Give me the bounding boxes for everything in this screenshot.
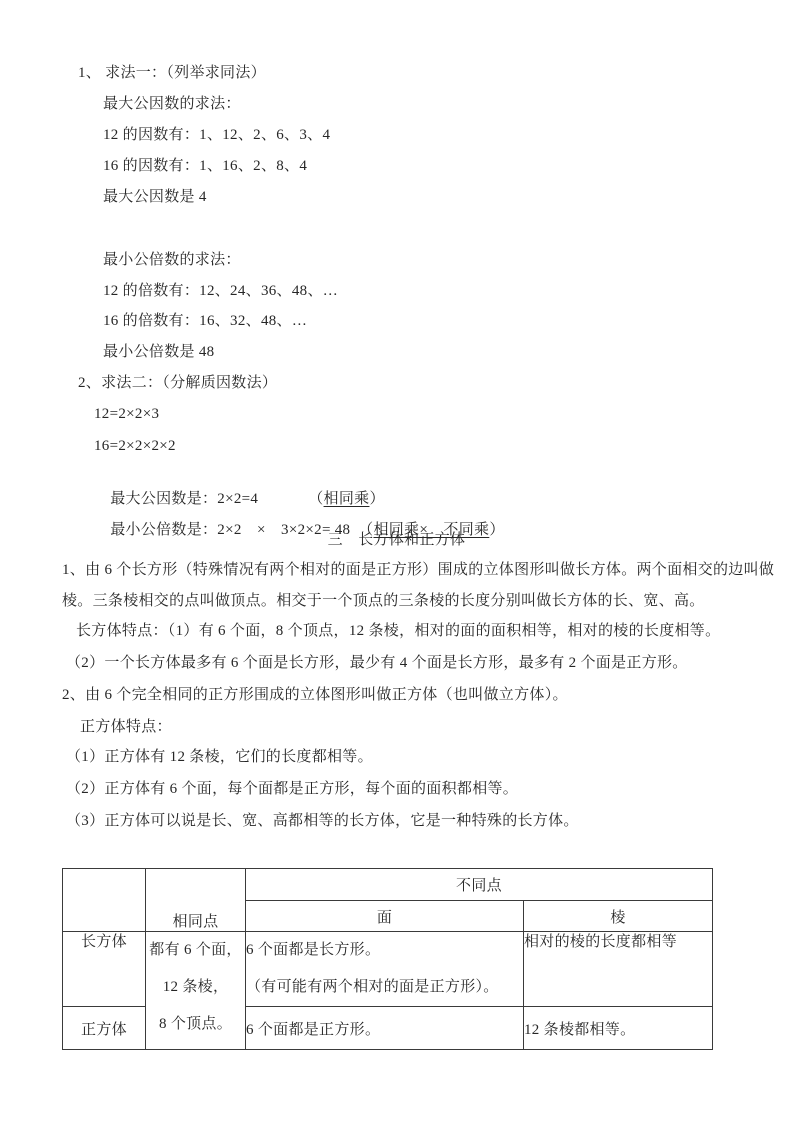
line-multiples-of-16: 16 的倍数有：16、32、48、… (103, 313, 308, 329)
gcd-equation-text: 最大公因数是：2×2=4 (110, 491, 259, 507)
same-points-line-1: 都有 6 个面， (149, 942, 242, 958)
line-cube-feature-1: （1）正方体有 12 条棱，它们的长度都相等。 (66, 749, 373, 765)
cuboid-edge-cell: 相对的棱的长度都相等 (524, 932, 713, 1007)
line-factors-of-16: 16 的因数有：1、16、2、8、4 (103, 158, 308, 174)
same-points-cell (146, 932, 246, 1050)
same-points-header: 相同点 (146, 869, 246, 932)
line-factorization-16: 16=2×2×2×2 (94, 438, 176, 454)
same-points-line-2: 12 条棱， (162, 979, 229, 995)
same-points-line-3: 8 个顶点。 (158, 1016, 233, 1032)
comparison-table (62, 868, 713, 1050)
gcd-note-open-paren: （ (308, 491, 324, 507)
line-cube-definition: 2、由 6 个完全相同的正方形围成的立体图形叫做正方体（也叫做立方体）。 (62, 687, 568, 703)
cuboid-row-label: 长方体 (63, 932, 146, 1007)
gcd-note-close-paren: ） (369, 491, 385, 507)
line-cuboid-def-2: 棱。三条棱相交的点叫做顶点。相交于一个顶点的三条棱的长度分别叫做长方体的长、宽、高。 (62, 593, 705, 609)
lcm-equation-text: 最小公倍数是：2×2 × 3×2×2= 48 （ (110, 522, 374, 538)
edge-column-header: 棱 (524, 901, 713, 932)
line-cube-feature-3: （3）正方体可以说是长、宽、高都相等的长方体，它是一种特殊的长方体。 (66, 813, 579, 829)
lcm-note-close-paren: ） (489, 522, 505, 538)
cube-row-label: 正方体 (63, 1007, 146, 1050)
gcd-note-underlined: 相同乘 (323, 491, 370, 507)
line-lcm-method-heading: 最小公倍数的求法： (103, 252, 241, 268)
line-cuboid-features-1: 长方体特点：（1）有 6 个面，8 个顶点，12 条棱，相对的面的面积相等，相对的棱的长度相等。 (76, 623, 721, 639)
line-gcd-result: 最大公因数是 4 (103, 189, 207, 205)
section-heading: 三 长方体和正方体 (327, 532, 466, 548)
line-method-one-title: 1、 求法一：（列举求同法） (78, 65, 266, 81)
line-factors-of-12: 12 的因数有：1、12、2、6、3、4 (103, 127, 331, 143)
cuboid-face-line-2: （有可能有两个相对的面是正方形）。 (246, 979, 499, 995)
cuboid-face-line-1: 6 个面都是长方形。 (246, 942, 381, 958)
line-factorization-12: 12=2×2×3 (94, 406, 160, 422)
lcm-note-underlined: 相同乘× 不同乘 (373, 522, 490, 538)
corner-empty-cell (63, 869, 146, 932)
line-cube-features-head: 正方体特点： (80, 719, 172, 735)
cube-face-cell: 6 个面都是正方形。 (246, 1007, 524, 1050)
table-header-row-1 (63, 869, 713, 901)
line-multiples-of-12: 12 的倍数有：12、24、36、48、… (103, 283, 339, 299)
line-cube-feature-2: （2）正方体有 6 个面，每个面都是正方形，每个面的面积都相等。 (66, 781, 519, 797)
different-points-header: 不同点 (246, 869, 713, 901)
line-cuboid-features-2: （2）一个长方体最多有 6 个面是长方形，最少有 4 个面是长方形，最多有 2 个面是正方形。 (66, 655, 688, 671)
cuboid-row (63, 932, 713, 1007)
cuboid-face-cell (246, 932, 524, 1007)
line-gcd-method-heading: 最大公因数的求法： (103, 96, 241, 112)
cube-edge-cell: 12 条棱都相等。 (524, 1007, 713, 1050)
line-method-two-title: 2、求法二：（分解质因数法） (78, 375, 278, 391)
line-lcm-result: 最小公倍数是 48 (103, 344, 215, 360)
face-column-header: 面 (246, 901, 524, 932)
line-cuboid-def-1: 1、由 6 个长方形（特殊情况有两个相对的面是正方形）围成的立体图形叫做长方体。两个面相交的边叫做 (62, 562, 775, 578)
